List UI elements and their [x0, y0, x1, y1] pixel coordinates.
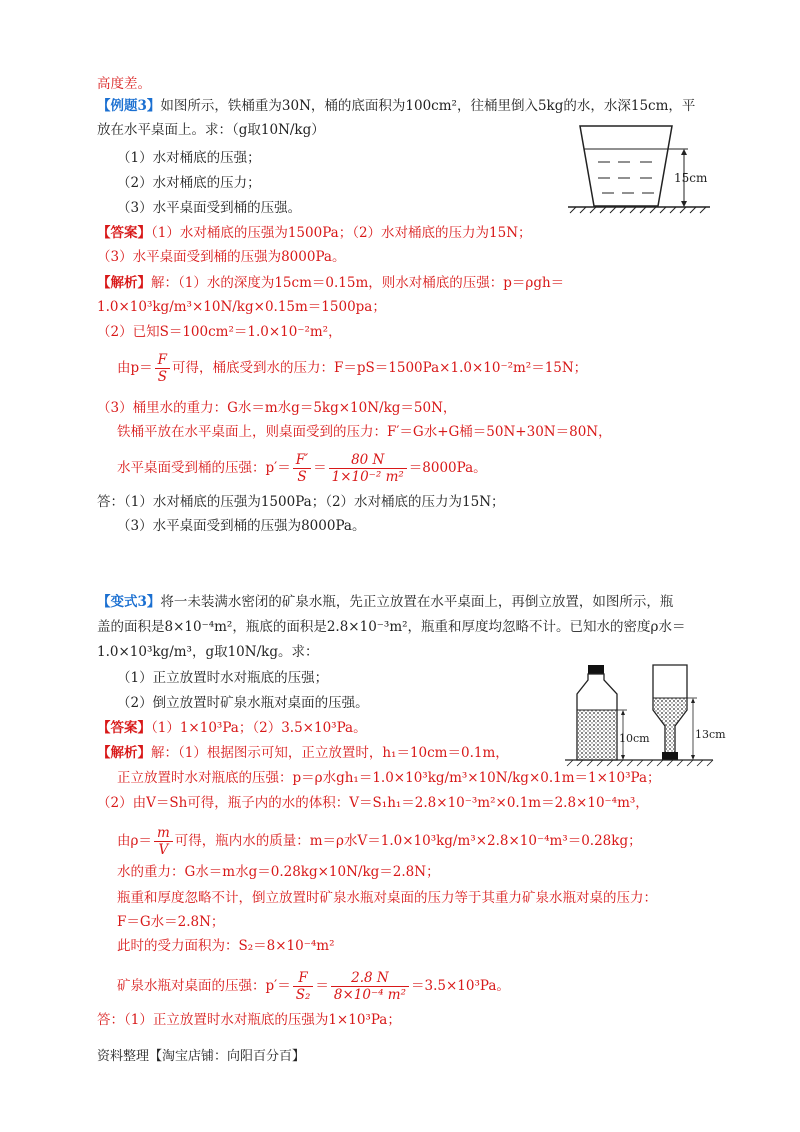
- variant-analysis-line6: 瓶重和厚度忽略不计，倒立放置时矿泉水瓶对桌面的压力等于其重力矿泉水瓶对桌的压力：: [117, 890, 657, 906]
- analysis-line6: 铁桶平放在水平桌面上，则桌面受到的压力：F′＝G水+G桶＝50N+30N＝80N，: [117, 424, 612, 440]
- answer-line2: （3）水平桌面受到桶的压强为8000Pa。: [97, 249, 346, 265]
- variant-answer: [97, 718, 367, 738]
- formula-suffix: 可得，桶底受到水的压力：F＝pS＝1500Pa×1.0×10⁻²m²＝15N；: [172, 360, 588, 376]
- sub-question-1: （1）水对桶底的压强；: [117, 150, 261, 166]
- variant-analysis-line5: 水的重力：G水＝m水g＝0.28kg×10N/kg＝2.8N；: [117, 864, 440, 880]
- question-text: 如图所示，铁桶重为30N，桶的底面积为100cm²，往桶里倒入5kg的水，水深15cm，平: [160, 98, 696, 114]
- fraction-denominator: S: [297, 469, 307, 485]
- example-question-line2: 放在水平桌面上。求：（g取10N/kg）: [97, 122, 325, 138]
- fraction: [293, 452, 311, 485]
- equals-sign: ＝: [315, 978, 329, 994]
- variant-question-line3: 1.0×10³kg/m³，g取10N/kg。求：: [97, 644, 319, 660]
- variant-final-answer: 答：（1）正立放置时水对瓶底的压强为1×10³Pa；: [97, 1012, 401, 1028]
- analysis-formula-line2: [117, 452, 487, 485]
- variant-sub-question-2: （2）倒立放置时矿泉水瓶对桌面的压强。: [117, 695, 369, 711]
- fraction-numerator: 80 N: [329, 452, 407, 469]
- height-label-2: 13cm: [695, 728, 726, 741]
- footer-text: 资料整理【淘宝店铺：向阳百分百】: [97, 1049, 306, 1064]
- fraction-denominator: 8×10⁻⁴ m²: [333, 987, 407, 1003]
- fraction-numerator: m: [154, 825, 173, 842]
- bottle-cap-icon: [588, 665, 604, 674]
- variant-analysis-line3: （2）由V＝Sh可得，瓶子内的水的体积：V＝S₁h₁＝2.8×10⁻³m²×0.1m＝2.8×10⁻⁴m³，: [97, 795, 649, 811]
- example-tag: 【例题3】: [97, 98, 161, 114]
- bottle-cap-icon: [662, 752, 678, 760]
- fraction-numerator: F: [155, 352, 170, 369]
- analysis-line2: 1.0×10³kg/m³×10N/kg×0.15m＝1500pa；: [97, 299, 386, 315]
- answer-tag: 【答案】: [97, 225, 151, 241]
- fraction: [155, 352, 170, 385]
- fraction: [331, 970, 409, 1003]
- analysis-line3: （2）已知S＝100cm²＝1.0×10⁻²m²，: [97, 324, 342, 340]
- answer-text: （1）水对桶底的压强为1500Pa；（2）水对桶底的压力为15N；: [151, 225, 532, 241]
- variant-analysis-line2: 正立放置时水对瓶底的压强：p＝ρ水gh₁＝1.0×10³kg/m³×10N/kg×0.1m＝1×10³Pa；: [117, 770, 661, 786]
- formula-prefix: 由ρ＝: [117, 833, 152, 849]
- analysis-formula-line: [117, 352, 587, 385]
- formula-prefix: 由p＝: [117, 360, 153, 376]
- analysis-tag: 【解析】: [97, 745, 151, 761]
- formula-suffix: ＝8000Pa。: [408, 460, 487, 476]
- fraction-numerator: 2.8 N: [331, 970, 409, 987]
- answer-tag: 【答案】: [97, 720, 151, 736]
- fraction-denominator: 1×10⁻² m²: [331, 469, 404, 485]
- formula-suffix: ＝3.5×10³Pa。: [411, 978, 510, 994]
- variant-analysis-line1: [97, 743, 509, 763]
- formula-suffix: 可得，瓶内水的质量：m＝ρ水V＝1.0×10³kg/m³×2.8×10⁻⁴m³＝0.28kg；: [174, 833, 642, 849]
- height-label-1: 10cm: [619, 732, 650, 745]
- variant-question-line2: 盖的面积是8×10⁻⁴m²，瓶底的面积是2.8×10⁻³m²，瓶重和厚度均忽略不计。已知水的密度ρ水＝: [97, 619, 686, 635]
- bucket-figure: [560, 118, 730, 218]
- analysis-text: 解：（1）根据图示可知，正立放置时，h₁＝10cm＝0.1m，: [151, 745, 509, 761]
- analysis-tag: 【解析】: [97, 275, 151, 291]
- sub-question-2: （2）水对桶底的压力；: [117, 175, 261, 191]
- fraction-numerator: F: [293, 970, 314, 987]
- analysis-line5: （3）桶里水的重力：G水＝m水g＝5kg×10N/kg＝50N，: [97, 400, 457, 416]
- example-question-line1: [97, 96, 695, 116]
- bottle-figure: [565, 660, 726, 775]
- variant-analysis-line8: 此时的受力面积为：S₂＝8×10⁻⁴m²: [117, 938, 335, 954]
- equals-sign: ＝: [313, 460, 327, 476]
- sub-question-3: （3）水平桌面受到桶的压强。: [117, 200, 302, 216]
- answer-text: （1）1×10³Pa；（2）3.5×10³Pa。: [151, 720, 367, 736]
- analysis-text: 解：（1）水的深度为15cm＝0.15m，则水对桶底的压强：p＝ρgh＝: [151, 275, 565, 291]
- variant-analysis-line7: F＝G水＝2.8N；: [117, 914, 225, 930]
- fraction-numerator: F′: [293, 452, 311, 469]
- fraction-denominator: S: [157, 369, 167, 385]
- question-text: 将一未装满水密闭的矿泉水瓶，先正立放置在水平桌面上，再倒立放置，如图所示，瓶: [160, 594, 674, 610]
- variant-formula-line: [117, 825, 642, 858]
- formula-prefix: 水平桌面受到桶的压强：p′＝: [117, 460, 291, 476]
- variant-formula-line2: [117, 970, 510, 1003]
- intro-text: 高度差。: [97, 76, 151, 92]
- variant-sub-question-1: （1）正立放置时水对瓶底的压强；: [117, 670, 329, 686]
- variant-tag: 【变式3】: [97, 594, 161, 610]
- fraction-denominator: S₂: [295, 987, 311, 1003]
- final-answer-line2: （3）水平桌面受到桶的压强为8000Pa。: [117, 518, 366, 534]
- analysis-line1: [97, 273, 564, 293]
- formula-prefix: 矿泉水瓶对桌面的压强：p′＝: [117, 978, 291, 994]
- depth-label: 15cm: [674, 171, 708, 185]
- answer-line1: [97, 223, 532, 243]
- fraction: [293, 970, 314, 1003]
- fraction: [329, 452, 407, 485]
- fraction-denominator: V: [158, 842, 169, 858]
- final-answer-line1: 答：（1）水对桶底的压强为1500Pa；（2）水对桶底的压力为15N；: [97, 494, 505, 510]
- fraction: [154, 825, 173, 858]
- variant-question-line1: [97, 592, 673, 612]
